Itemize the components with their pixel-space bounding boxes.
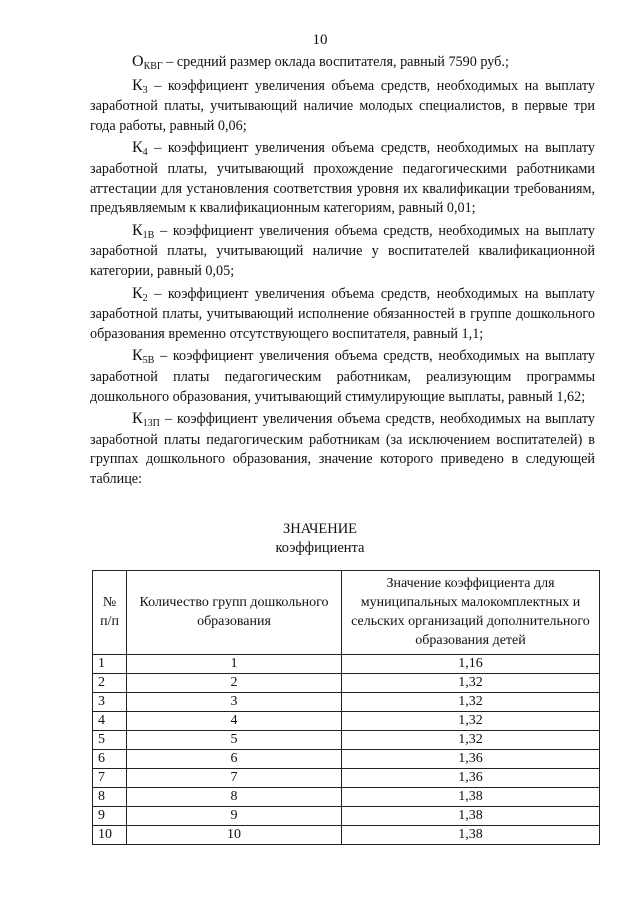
cell-value: 1,32 [342,674,600,693]
paragraph-k4 [90,138,595,218]
cell-groups: 3 [127,693,342,712]
cell-value: 1,32 [342,712,600,731]
cell-value: 1,38 [342,788,600,807]
cell-value: 1,36 [342,750,600,769]
table-row [93,788,600,807]
symbol: К [132,284,143,302]
table-row [93,712,600,731]
symbol: К [132,347,143,365]
header-value: Значение коэффициента для муниципальных малокомплектных и сельских организаций дополнительного образования детей [342,571,600,655]
cell-groups: 9 [127,807,342,826]
cell-num: 10 [93,826,127,845]
paragraph-text: – коэффициент увеличения объема средств, необходимых на выплату заработной платы, учитывающий наличие у воспитателей квалификационной категории, равный 0,05; [90,222,595,279]
symbol-subscript: КВГ [143,61,163,72]
page-number: 10 [312,32,328,48]
cell-num: 4 [93,712,127,731]
symbol-subscript: 5В [142,355,155,367]
symbol-subscript: 4 [142,147,148,159]
symbol: К [132,410,143,428]
header-num: № п/п [93,571,127,655]
cell-groups: 6 [127,750,342,769]
header-groups: Количество групп дошкольного образования [127,571,342,655]
table-title [0,520,640,558]
table-row [93,826,600,845]
paragraph-text: – коэффициент увеличения объема средств, необходимых на выплату заработной платы педагогическим работникам (за исключением воспитателей) в группах дошкольного образования, значение которого приведено в следующей таблице: [90,411,596,487]
symbol-subscript: 2 [142,292,148,304]
cell-value: 1,32 [342,693,600,712]
cell-value: 1,32 [342,731,600,750]
document-body [90,52,595,491]
paragraph-text: – коэффициент увеличения объема средств, необходимых на выплату заработной платы, учитывающий исполнение обязанностей в группе дошкольного образования временно отсутствующего воспитателя, равный 1,1; [90,285,596,342]
cell-groups: 8 [127,788,342,807]
cell-num: 1 [93,655,127,674]
cell-groups: 10 [127,826,342,845]
cell-value: 1,38 [342,807,600,826]
cell-num: 6 [93,750,127,769]
paragraph-k5v [90,346,595,407]
table-row [93,674,600,693]
paragraph-k13p [90,409,595,489]
cell-num: 5 [93,731,127,750]
table-row [93,807,600,826]
paragraph-k1v [90,221,595,282]
cell-groups: 1 [127,655,342,674]
symbol: К [132,139,143,157]
symbol-subscript: 13П [142,418,160,430]
cell-groups: 2 [127,674,342,693]
paragraph-text: – коэффициент увеличения объема средств, необходимых на выплату заработной платы педагогическим работникам, реализующим программы дошкольного образования, учитывающий стимулирующие выплаты, равный 1,62; [90,348,595,405]
cell-num: 2 [93,674,127,693]
cell-value: 1,16 [342,655,600,674]
symbol: О [132,53,144,70]
paragraph-okvg [90,52,595,74]
paragraph-text: – средний размер оклада воспитателя, равный 7590 руб.; [166,54,509,70]
table-row [93,769,600,788]
cell-num: 8 [93,788,127,807]
paragraph-text: – коэффициент увеличения объема средств, необходимых на выплату заработной платы, учитывающий прохождение педагогическими работниками аттестации для установления соответствия уровня их квалификации требованиям, предъявляемым к квалификационным категориям, равный 0,01; [90,140,596,217]
cell-value: 1,36 [342,769,600,788]
cell-num: 9 [93,807,127,826]
symbol: К [132,221,143,239]
symbol: К [132,76,143,94]
paragraph-text: – коэффициент увеличения объема средств, необходимых на выплату заработной платы, учитывающий наличие молодых специалистов, в первые три года работы, равный 0,06; [90,77,596,134]
symbol-subscript: 1В [142,229,155,241]
table-row [93,693,600,712]
symbol-subscript: 3 [142,84,148,96]
cell-num: 7 [93,769,127,788]
cell-value: 1,38 [342,826,600,845]
coefficient-table [92,570,600,845]
cell-groups: 5 [127,731,342,750]
table-header-row [93,571,600,655]
table-row [93,655,600,674]
table-title-line1: ЗНАЧЕНИЕ [282,521,358,537]
cell-groups: 7 [127,769,342,788]
table-row [93,731,600,750]
table-row [93,750,600,769]
paragraph-k3 [90,76,595,137]
cell-groups: 4 [127,712,342,731]
paragraph-k2 [90,284,595,345]
table-title-line2: коэффициента [275,540,365,556]
cell-num: 3 [93,693,127,712]
